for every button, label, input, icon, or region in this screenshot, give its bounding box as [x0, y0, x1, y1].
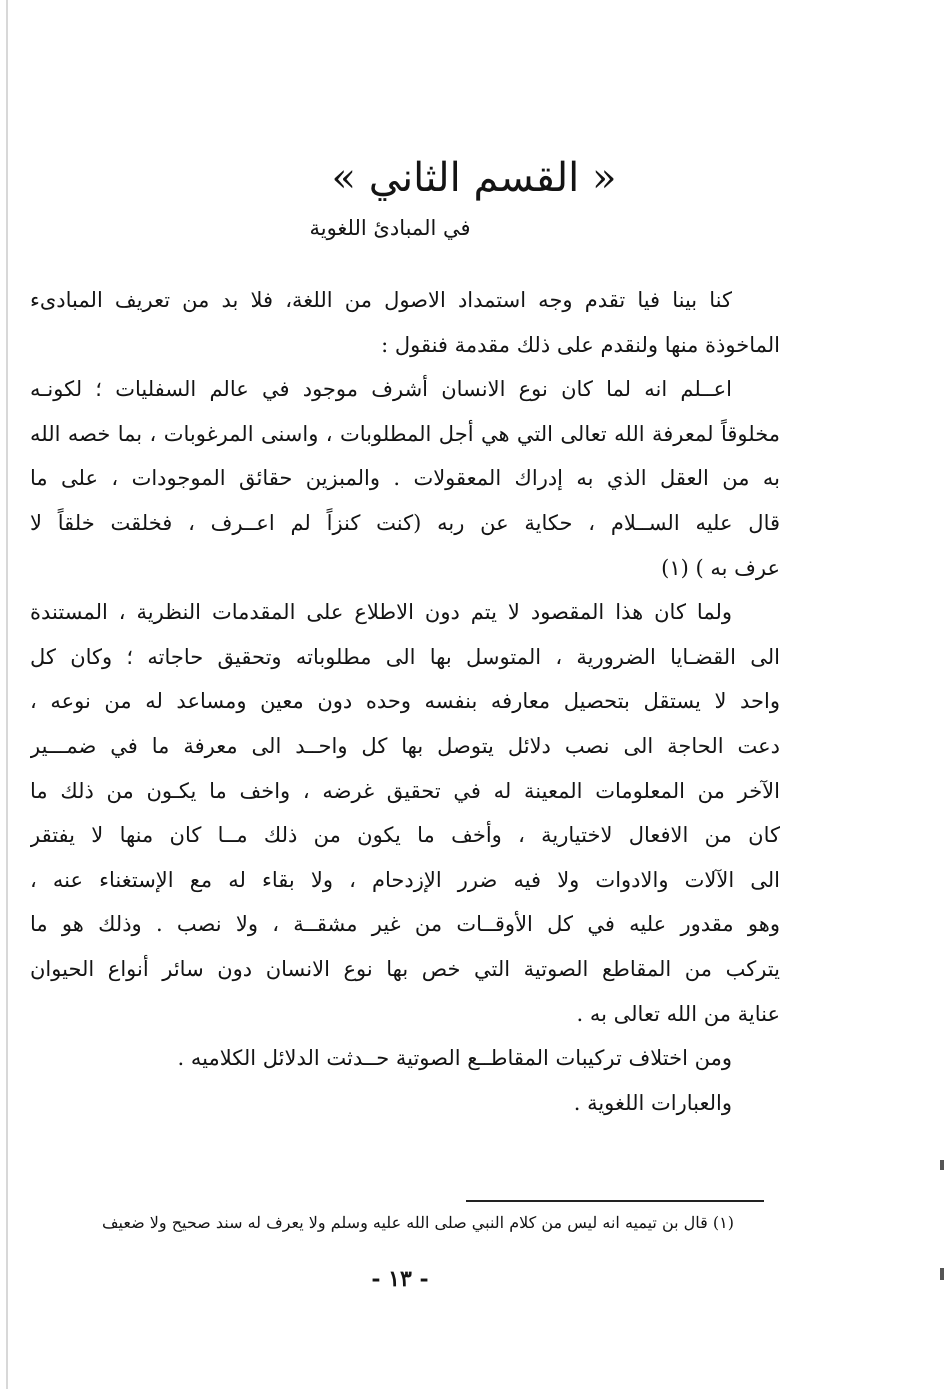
section-title: « القسم الثاني » [331, 155, 617, 201]
section-subtitle: في المبادئ اللغوية [309, 216, 471, 240]
text-line: اعــلم انه لما كان نوع الانسان أشرف موجود في عالم السفليات ؛ لكونـه [30, 377, 732, 402]
text-line: كنا بينا فيا تقدم وجه استمداد الاصول من اللغة، فلا بد من تعريف المبادىء [30, 288, 732, 312]
text-line: وهو مقدور عليه في كل الأوقــات من غير مشقــة ، ولا نصب . وذلك هو ما [30, 912, 780, 937]
scan-edge-mark [940, 1268, 944, 1280]
text-line: ومن اختلاف تركيبات المقاطــع الصوتية حــدثت الدلائل الكلاميه . [177, 1046, 732, 1071]
text-line: والعبارات اللغوية . [573, 1090, 732, 1115]
page-number: - ١٣ - [371, 1266, 429, 1292]
text-line: الى القضـايا الضرورية ، المتوسل بها الى مطلوباته وتحقيق حاجاته ؛ وكان كل [30, 644, 780, 669]
text-line: كان من الافعال لاختيارية ، وأخف ما يكون من ذلك مــا كان منها لا يفتقر [30, 823, 780, 848]
text-line: مخلوقاً لمعرفة الله تعالى التي هي أجل المطلوبات ، واسنى المرغوبات ، بما خصه الله [30, 421, 780, 446]
text-line: ولما كان هذا المقصود لا يتم دون الاطلاع على المقدمات النظرية ، المستندة [30, 600, 732, 625]
footnote: (١) قال بن تيميه انه ليس من كلام النبي صلى الله عليه وسلم ولا يعرف له سند صحيح ولا ضعيف [101, 1213, 734, 1232]
footnote-divider [466, 1200, 764, 1202]
text-line: الماخوذة منها ولنقدم على ذلك مقدمة فنقول : [381, 332, 780, 357]
text-line: الى الآلات والادوات ولا فيه ضرر الإزدحام ، ولا بقاء له مع الإستغناء عنه ، [30, 867, 780, 892]
text-line: واحد لا يستقل بتحصيل معارفه بنفسه وحده دون معين ومساعد له من نوعه ، [30, 689, 780, 714]
text-line: عرف به ) (١) [661, 555, 780, 580]
text-line: يتركب من المقاطع الصوتية التي خص بها نوع الانسان دون سائر أنواع الحيوان [30, 956, 780, 981]
text-line: به من العقل الذي به إدراك المعقولات . والمبزين حقائق الموجودات ، على ما [30, 466, 780, 491]
scan-edge-mark [940, 1160, 944, 1170]
text-line: عناية من الله تعالى به . [576, 1001, 780, 1026]
text-line: دعت الحاجة الى نصب دلائل يتوصل بها كل واحــد الى معرفة ما في ضمـــير [30, 733, 780, 758]
text-line: الآخر من المعلومات المعينة له في تحقيق غرضه ، واخف ما يكـون من ذلك ما [30, 778, 780, 803]
page-edge-shadow [6, 0, 8, 1389]
body-text [30, 278, 780, 1125]
text-line: قال عليه الســلام ، حكاية عن ربه (كنت كنزاً لم اعــرف ، فخلقت خلقاً لا [30, 510, 780, 535]
